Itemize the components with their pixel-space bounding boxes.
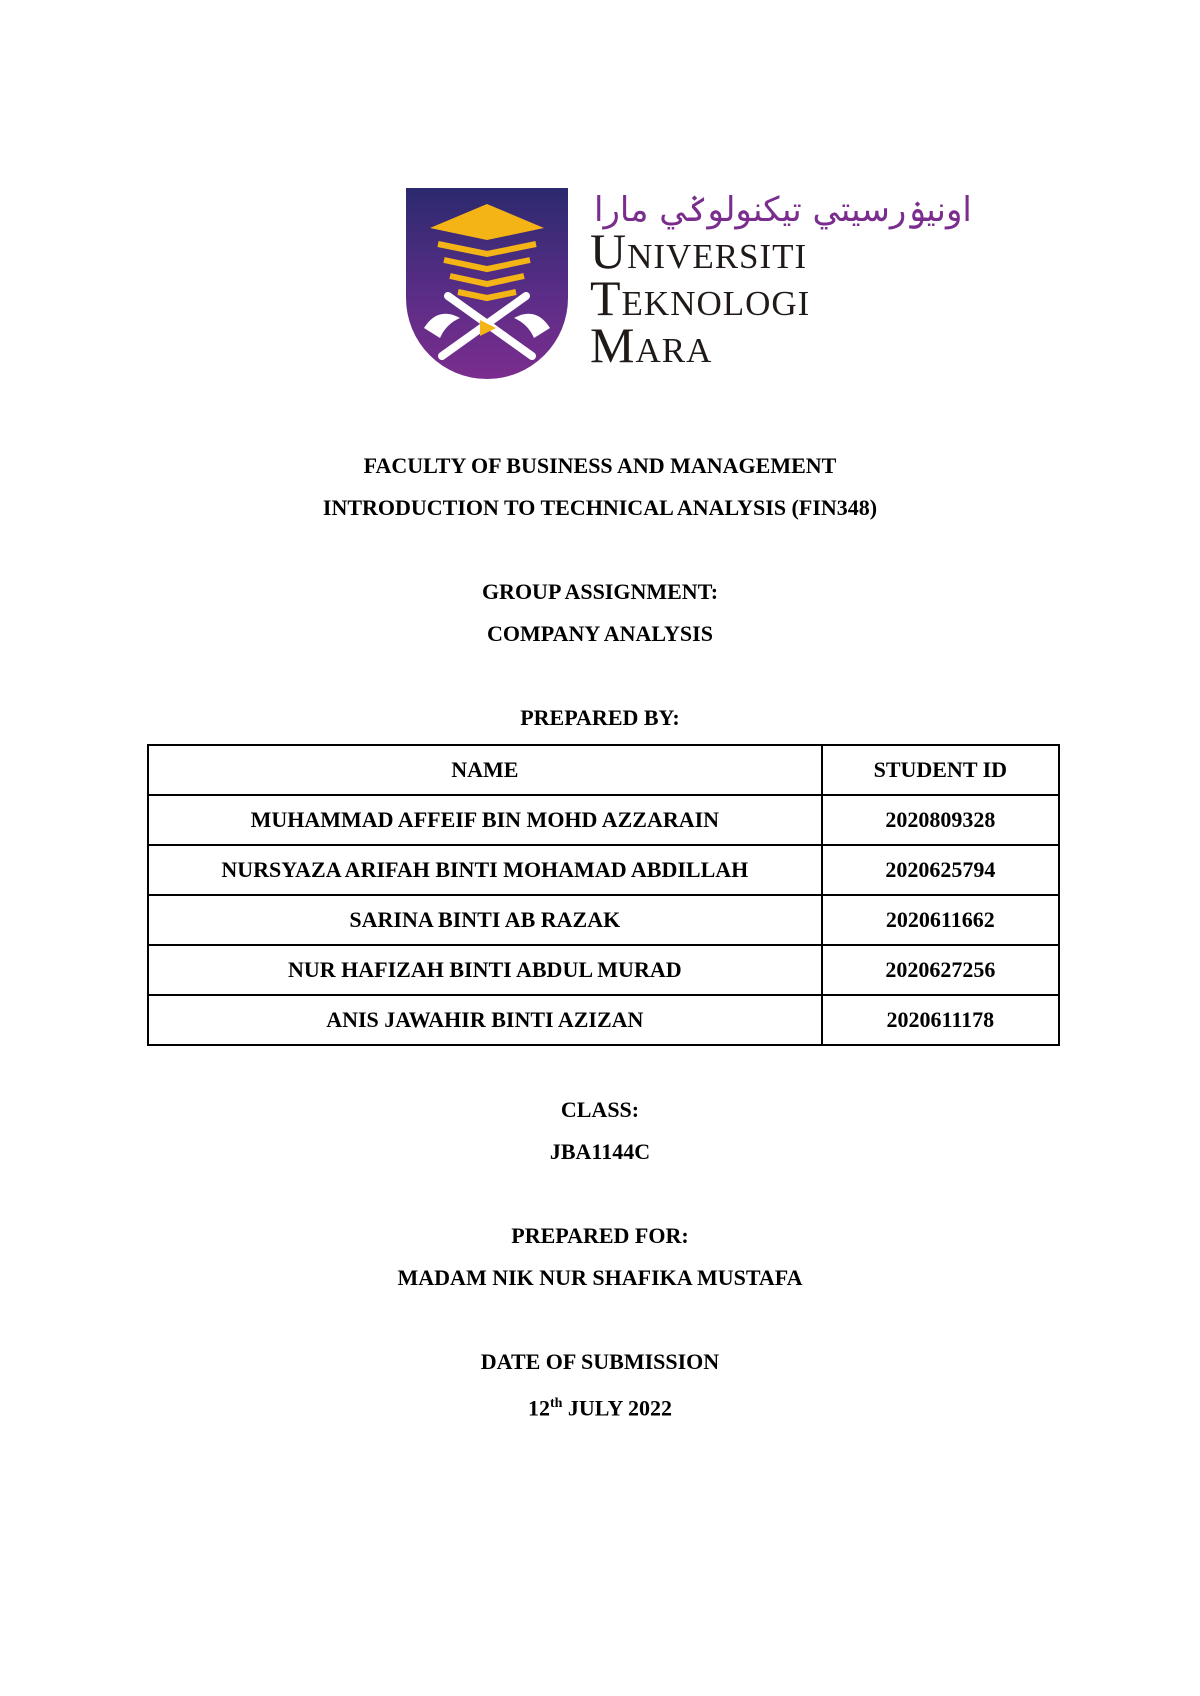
prepared-for-label: PREPARED FOR: [511,1223,689,1248]
member-name: NURSYAZA ARIFAH BINTI MOHAMAD ABDILLAH [148,845,822,895]
table-row [148,995,1059,1045]
assignment-title: COMPANY ANALYSIS [487,621,713,646]
prepared-by-label: PREPARED BY: [520,705,680,730]
member-name: SARINA BINTI AB RAZAK [148,895,822,945]
member-student-id: 2020625794 [822,845,1059,895]
member-name: NUR HAFIZAH BINTI ABDUL MURAD [148,945,822,995]
faculty-name: FACULTY OF BUSINESS AND MANAGEMENT [363,453,837,478]
member-name: MUHAMMAD AFFEIF BIN MOHD AZZARAIN [148,795,822,845]
member-student-id: 2020627256 [822,945,1059,995]
course-title: INTRODUCTION TO TECHNICAL ANALYSIS (FIN348) [322,495,878,520]
lecturer-name: MADAM NIK NUR SHAFIKA MUSTAFA [397,1265,803,1290]
column-header-student-id: STUDENT ID [822,745,1059,795]
wordmark-line-3: Mara [590,317,713,373]
assignment-label: GROUP ASSIGNMENT: [481,579,719,604]
members-table [147,744,1060,1046]
submission-month-year: JULY 2022 [562,1395,673,1421]
table-header-row [148,745,1059,795]
class-label: CLASS: [560,1097,640,1122]
submission-label: DATE OF SUBMISSION [480,1349,720,1374]
wordmark-line-2: Teknologi [590,270,811,326]
submission-date [0,1390,1200,1422]
table-row [148,845,1059,895]
member-student-id: 2020611178 [822,995,1059,1045]
member-student-id: 2020809328 [822,795,1059,845]
logo-wordmark [590,223,811,373]
column-header-name: NAME [148,745,822,795]
table-row [148,945,1059,995]
table-row [148,895,1059,945]
class-code: JBA1144C [549,1139,651,1164]
wordmark-line-1: Universiti [590,223,808,279]
submission-day: 12 [527,1395,550,1421]
member-student-id: 2020611662 [822,895,1059,945]
logo-arabic-script: اونيۏرسيتي تيکنولوݢي مارا [594,190,972,230]
member-name: ANIS JAWAHIR BINTI AZIZAN [148,995,822,1045]
table-row [148,795,1059,845]
submission-day-suffix: th [549,1396,563,1411]
university-logo [404,188,972,378]
uitm-crest-icon [404,188,570,380]
